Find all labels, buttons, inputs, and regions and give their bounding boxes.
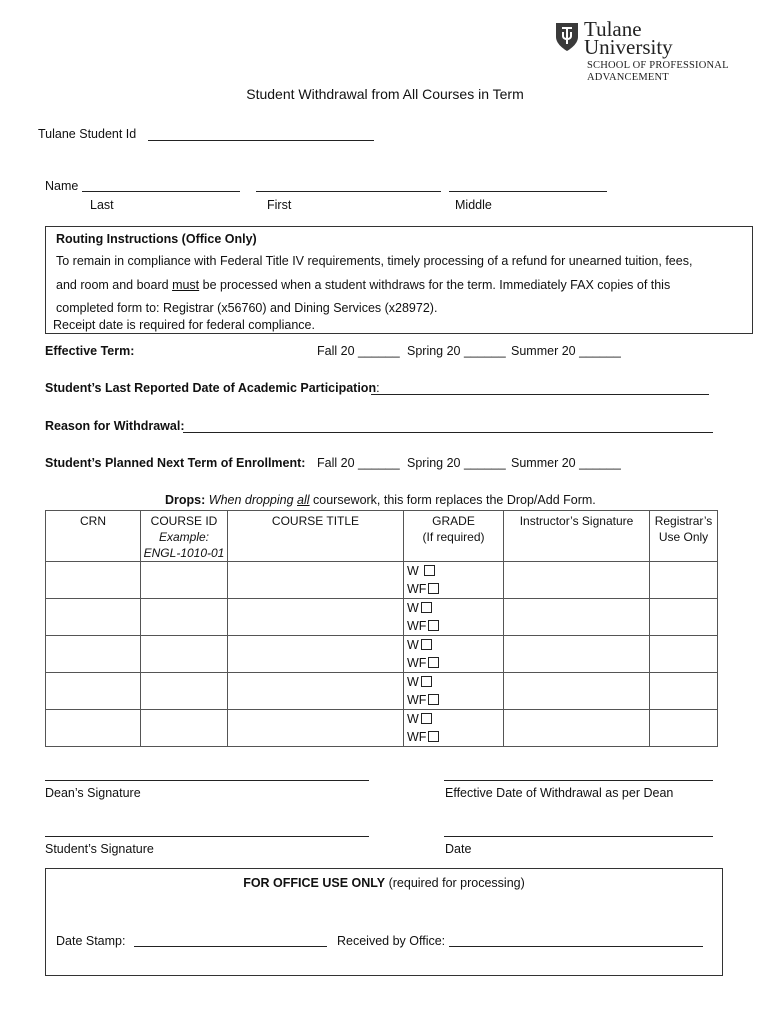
last-name-field[interactable]: [82, 191, 240, 192]
table-row: [46, 562, 718, 599]
grade-cell: W WF: [404, 636, 504, 673]
routing-heading: Routing Instructions (Office Only): [56, 232, 257, 246]
dean-signature-label: Dean’s Signature: [45, 786, 141, 800]
col-grade: GRADE (If required): [404, 511, 504, 562]
routing-line-1: To remain in compliance with Federal Title IV requirements, timely processing of a refund for unearned tuition, fees,: [56, 254, 693, 268]
first-name-caption: First: [267, 198, 292, 212]
effective-term-fall[interactable]: Fall 20 ______: [317, 344, 400, 358]
table-row: [46, 710, 718, 747]
course-title-cell[interactable]: [228, 673, 404, 710]
wf-checkbox[interactable]: [428, 657, 439, 668]
col-registrar-use: Registrar’s Use Only: [650, 511, 718, 562]
drops-note: Drops: When dropping all coursework, this form replaces the Drop/Add Form.: [165, 493, 596, 507]
wf-checkbox[interactable]: [428, 694, 439, 705]
col-course-title: COURSE TITLE: [228, 511, 404, 562]
table-row: [46, 599, 718, 636]
middle-name-field[interactable]: [449, 191, 607, 192]
table-row: [46, 673, 718, 710]
wf-checkbox[interactable]: [428, 583, 439, 594]
last-name-caption: Last: [90, 198, 114, 212]
col-instructor-signature: Instructor’s Signature: [504, 511, 650, 562]
shield-icon: [555, 22, 579, 52]
w-checkbox[interactable]: [424, 565, 435, 576]
wf-checkbox[interactable]: [428, 620, 439, 631]
course-id-cell[interactable]: [141, 673, 228, 710]
grade-cell: W WF: [404, 710, 504, 747]
crn-cell[interactable]: [46, 673, 141, 710]
student-id-label: Tulane Student Id: [38, 127, 137, 141]
logo-sub-line1: SCHOOL OF PROFESSIONAL: [587, 60, 729, 71]
grade-cell: W WF: [404, 673, 504, 710]
date-stamp-label: Date Stamp:: [56, 934, 126, 948]
crn-cell[interactable]: [46, 710, 141, 747]
received-by-office-label: Received by Office:: [337, 934, 446, 948]
table-header-row: [46, 511, 718, 562]
date-stamp-field[interactable]: [134, 946, 327, 947]
w-checkbox[interactable]: [421, 602, 432, 613]
next-term-spring[interactable]: Spring 20 ______: [407, 456, 506, 470]
effective-term-spring[interactable]: Spring 20 ______: [407, 344, 506, 358]
wf-checkbox[interactable]: [428, 731, 439, 742]
logo-name-line1: Tulane: [584, 17, 642, 41]
effective-term-label: Effective Term:: [45, 344, 135, 358]
next-term-summer[interactable]: Summer 20 ______: [511, 456, 621, 470]
student-id-field[interactable]: [148, 140, 374, 141]
course-title-cell[interactable]: [228, 710, 404, 747]
registrar-cell: [650, 599, 718, 636]
course-title-cell[interactable]: [228, 562, 404, 599]
course-id-cell[interactable]: [141, 710, 228, 747]
university-logo: [555, 17, 745, 90]
routing-line-2: and room and board must be processed when a student withdraws for the term. Immediately FAX copies of this: [56, 278, 671, 292]
course-id-cell[interactable]: [141, 636, 228, 673]
student-signature-field[interactable]: [45, 836, 369, 837]
last-date-field[interactable]: [371, 394, 709, 395]
registrar-cell: [650, 710, 718, 747]
middle-name-caption: Middle: [455, 198, 492, 212]
logo-name-line2: University: [584, 35, 673, 59]
instructor-signature-cell[interactable]: [504, 673, 650, 710]
office-use-box: [45, 868, 723, 976]
must-emphasis: must: [172, 278, 200, 292]
office-use-heading: FOR OFFICE USE ONLY (required for processing): [243, 876, 525, 890]
crn-cell[interactable]: [46, 562, 141, 599]
instructor-signature-cell[interactable]: [504, 636, 650, 673]
instructor-signature-cell[interactable]: [504, 562, 650, 599]
instructor-signature-cell[interactable]: [504, 599, 650, 636]
effective-term-summer[interactable]: Summer 20 ______: [511, 344, 621, 358]
instructor-signature-cell[interactable]: [504, 710, 650, 747]
w-checkbox[interactable]: [421, 713, 432, 724]
dean-signature-field[interactable]: [45, 780, 369, 781]
grade-cell: W WF: [404, 562, 504, 599]
name-label: Name: [45, 179, 79, 193]
effective-date-label: Effective Date of Withdrawal as per Dean: [445, 786, 674, 800]
crn-cell[interactable]: [46, 636, 141, 673]
registrar-cell: [650, 673, 718, 710]
date-label: Date: [445, 842, 472, 856]
course-title-cell[interactable]: [228, 599, 404, 636]
date-field[interactable]: [444, 836, 713, 837]
next-term-fall[interactable]: Fall 20 ______: [317, 456, 400, 470]
course-id-cell[interactable]: [141, 599, 228, 636]
registrar-cell: [650, 636, 718, 673]
course-id-cell[interactable]: [141, 562, 228, 599]
crn-cell[interactable]: [46, 599, 141, 636]
routing-instructions-box: [45, 226, 753, 334]
reason-field[interactable]: [183, 432, 713, 433]
received-by-office-field[interactable]: [449, 946, 703, 947]
routing-line-4: Receipt date is required for federal compliance.: [53, 318, 315, 332]
logo-sub-line2: ADVANCEMENT: [587, 72, 669, 83]
last-date-label: Student’s Last Reported Date of Academic Participation:: [45, 381, 380, 395]
student-signature-label: Student’s Signature: [45, 842, 154, 856]
grade-cell: W WF: [404, 599, 504, 636]
col-crn: CRN: [46, 511, 141, 562]
effective-date-field[interactable]: [444, 780, 713, 781]
drops-table: [45, 510, 718, 747]
col-course-id: COURSE ID Example: ENGL-1010-01: [141, 511, 228, 562]
next-term-label: Student’s Planned Next Term of Enrollment:: [45, 456, 306, 470]
w-checkbox[interactable]: [421, 676, 432, 687]
reason-label: Reason for Withdrawal:: [45, 419, 185, 433]
course-title-cell[interactable]: [228, 636, 404, 673]
registrar-cell: [650, 562, 718, 599]
table-row: [46, 636, 718, 673]
w-checkbox[interactable]: [421, 639, 432, 650]
routing-line-3: completed form to: Registrar (x56760) and Dining Services (x28972).: [56, 301, 438, 315]
first-name-field[interactable]: [256, 191, 441, 192]
page-title: Student Withdrawal from All Courses in Term: [246, 86, 524, 102]
